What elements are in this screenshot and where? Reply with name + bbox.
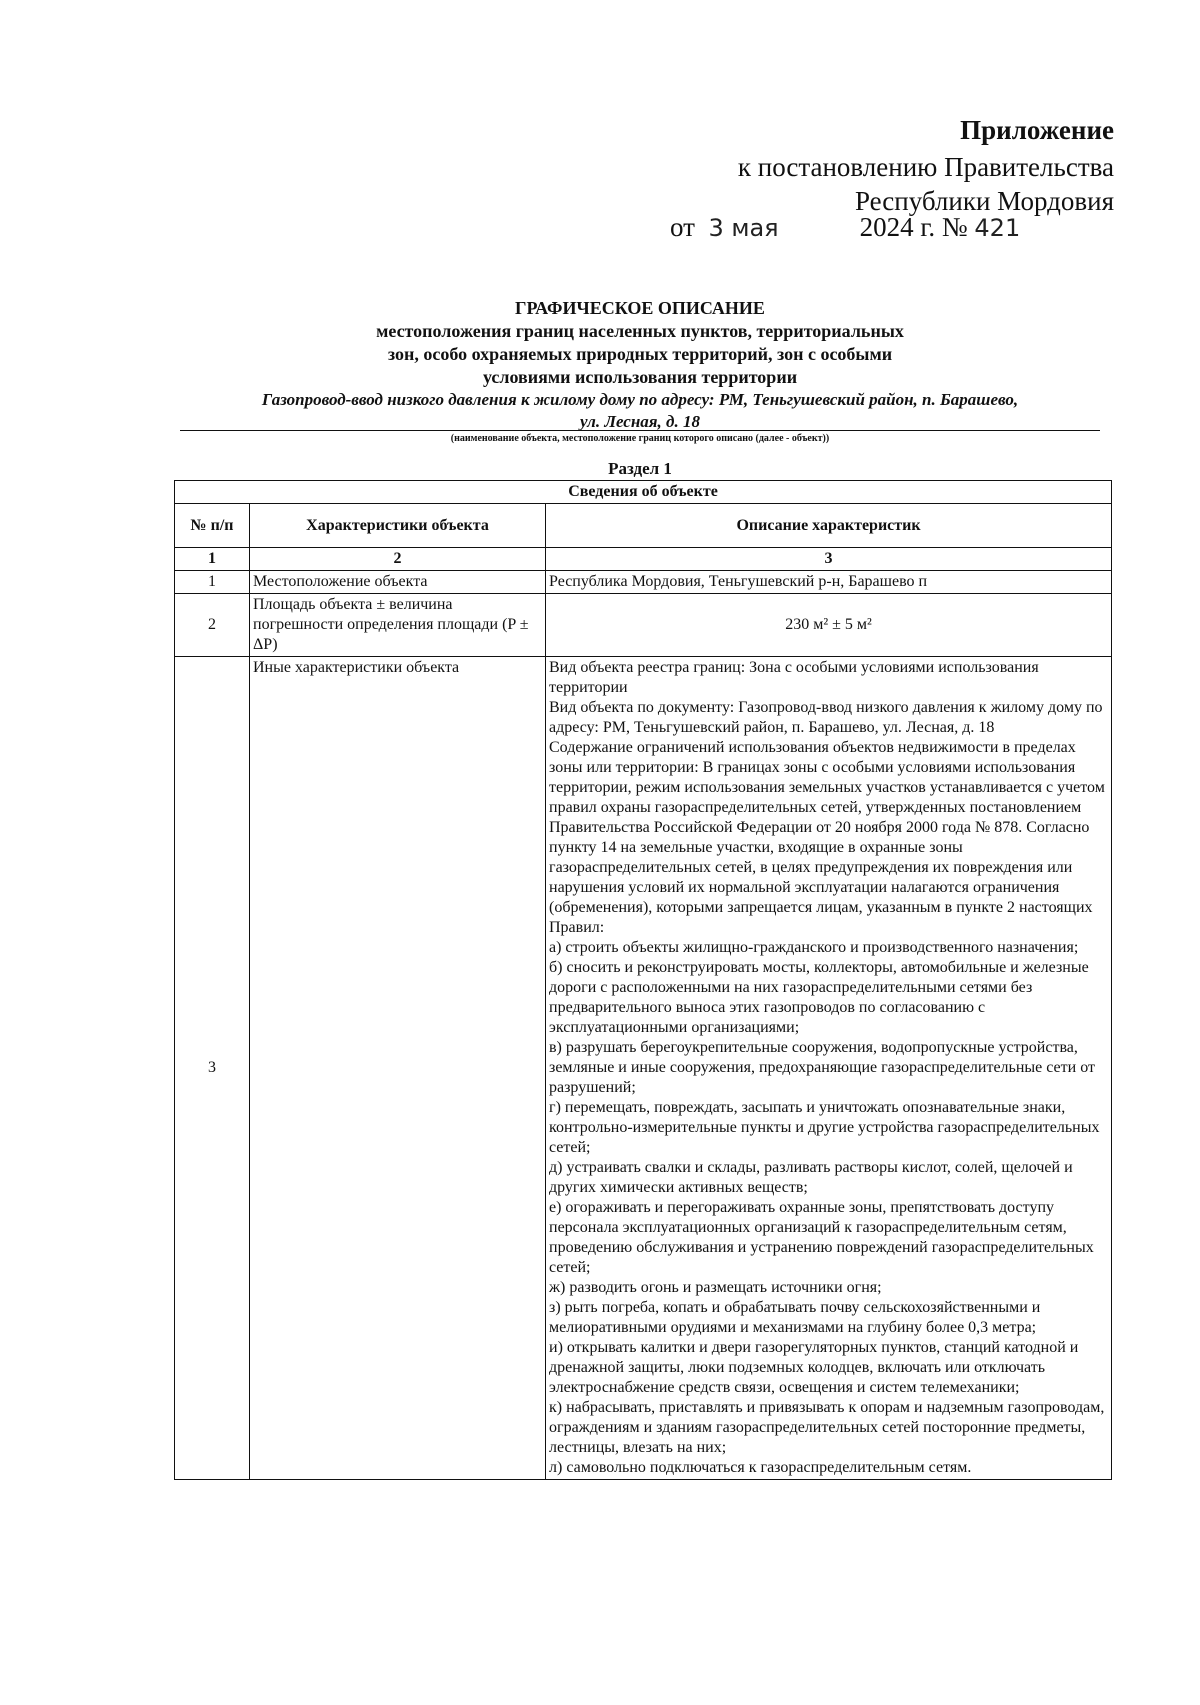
heading-subtitle-1: местоположения границ населенных пунктов, территориальных — [376, 321, 904, 341]
restriction-item: в) разрушать берегоукрепительные сооружения, водопропускные устройства, земляные и иные сооружения, предохраняющие газораспределительные сети от разрушений; — [549, 1039, 1095, 1096]
colnum-2: 2 — [250, 548, 546, 571]
restriction-item: а) строить объекты жилищно-гражданского и производственного назначения; — [549, 939, 1079, 956]
row-number: 2 — [175, 594, 250, 657]
table-row — [175, 594, 1112, 657]
colnum-1: 1 — [175, 548, 250, 571]
description-paragraph: Вид объекта по документу: Газопровод-ввод низкого давления к жилому дому по адресу: РМ, Теньгушевский район, п. Барашево, ул. Лесная, д. 18 — [549, 699, 1103, 736]
table-row — [175, 571, 1112, 594]
restriction-item: и) открывать калитки и двери газорегуляторных пунктов, станций катодной и дренажной защиты, люки подземных колодцев, включать или отключать электроснабжение средств связи, освещения и систем телемеханики; — [549, 1339, 1079, 1396]
heading-title: ГРАФИЧЕСКОЕ ОПИСАНИЕ — [515, 298, 765, 318]
restriction-item: к) набрасывать, приставлять и привязывать к опорам и надземным газопроводам, ограждениям и зданиям газораспределительных сетей посторонние предметы, лестницы, влезать на них; — [549, 1399, 1105, 1456]
heading-subtitle-2: зон, особо охраняемых природных территорий, зон с особыми — [387, 344, 893, 364]
row-value: Республика Мордовия, Теньгушевский р-н, Барашево п — [546, 571, 1112, 594]
row-name: Иные характеристики объекта — [250, 657, 546, 1480]
restriction-item: е) огораживать и перегораживать охранные зоны, препятствовать доступу персонала эксплуатационных организаций к газораспределительным сетям, проведению обслуживания и устранению повреждений газораспределительных сетей; — [549, 1199, 1094, 1276]
object-name-1: Газопровод-ввод низкого давления к жилому дому по адресу: РМ, Теньгушевский район, п. Барашево, — [261, 390, 1019, 409]
restriction-item: з) рыть погреба, копать и обрабатывать почву сельскохозяйственными и мелиоративными орудиями и механизмами на глубину более 0,3 метра; — [549, 1299, 1041, 1336]
appendix-block — [738, 110, 1114, 218]
row-number: 1 — [175, 571, 250, 594]
header-description: Описание характеристик — [546, 504, 1112, 548]
date-day: 3 мая — [708, 214, 779, 242]
date-year: 2024 г. № — [859, 212, 968, 242]
restriction-item: ж) разводить огонь и размещать источники огня; — [549, 1279, 882, 1296]
description-paragraph: Содержание ограничений использования объектов недвижимости в пределах зоны или территории: В границах зоны с особыми условиями использования территории, режим использования земельных участков устанавливается с учетом правил охраны газораспределительных сетей, утвержденных постановлением Правительства Российской Федерации от 20 ноября 2000 года № 878. Согласно пункту 14 на земельные участки, входящие в охранные зоны газораспределительных сетей, в целях предупреждения их повреждения или нарушения условий их нормальной эксплуатации налагаются ограничения (обременения), которыми запрещается лицам, указанным в пункте 2 настоящих Правил: — [549, 739, 1105, 936]
description-paragraph: Вид объекта реестра границ: Зона с особыми условиями использования территории — [549, 659, 1039, 696]
object-caption: (наименование объекта, местоположение границ которого описано (далее - объект)) — [450, 433, 830, 444]
header-number: № п/п — [175, 504, 250, 548]
row-value: 230 м² ± 5 м² — [546, 594, 1112, 657]
object-name-2: ул. Лесная, д. 18 — [580, 412, 700, 431]
restriction-item: д) устраивать свалки и склады, разливать растворы кислот, солей, щелочей и других химически активных веществ; — [549, 1159, 1073, 1196]
date-prefix: от — [670, 212, 695, 242]
table-row — [175, 657, 1112, 1480]
document-number: 421 — [974, 214, 1021, 242]
row-name: Местоположение объекта — [250, 571, 546, 594]
restriction-item: г) перемещать, повреждать, засыпать и уничтожать опознавательные знаки, контрольно-измерительные пункты и другие устройства газораспределительных сетей; — [549, 1099, 1100, 1156]
date-line — [670, 212, 1020, 243]
appendix-line-1: к постановлению Правительства — [737, 152, 1114, 182]
section-title: Раздел 1 — [608, 459, 672, 478]
header-characteristic: Характеристики объекта — [250, 504, 546, 548]
object-underline — [180, 430, 1100, 431]
appendix-line-2: Республики Мордовия — [854, 186, 1114, 216]
restriction-item: л) самовольно подключаться к газораспределительным сетям. — [549, 1459, 972, 1476]
appendix-title: Приложение — [960, 115, 1114, 145]
restriction-item: б) сносить и реконструировать мосты, коллекторы, автомобильные и железные дороги с расположенными на них газораспределительными сетями без предварительного выноса этих газопроводов по согласованию с эксплуатационными организациями; — [549, 959, 1089, 1036]
table-title: Сведения об объекте — [175, 481, 1112, 504]
colnum-3: 3 — [546, 548, 1112, 571]
object-info-table — [174, 480, 1112, 1480]
row-number: 3 — [175, 657, 250, 1480]
heading-subtitle-3: условиями использования территории — [482, 367, 798, 387]
row-name: Площадь объекта ± величина погрешности определения площади (P ± ΔP) — [250, 594, 546, 657]
document-heading — [180, 296, 1100, 433]
row-value — [546, 657, 1112, 1480]
